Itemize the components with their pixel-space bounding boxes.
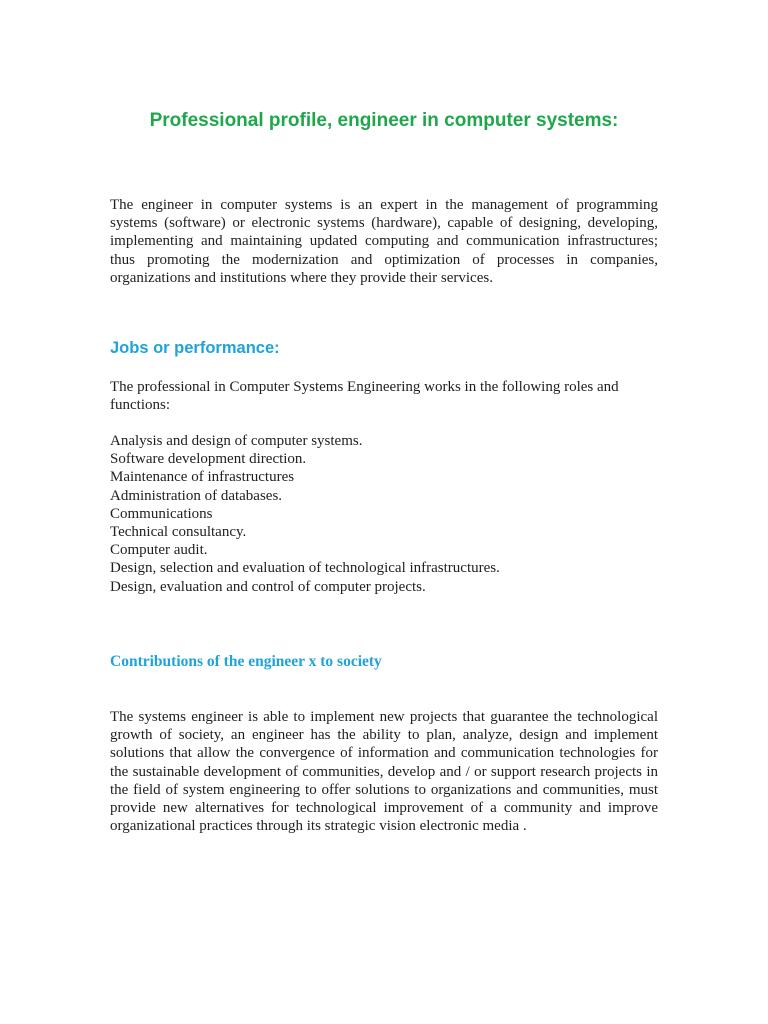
contributions-paragraph: The systems engineer is able to implement new projects that guarantee the technological growth of society, an engineer has the ability to plan, analyze, design and implement solutions that allow the convergence of information and communication technologies for the sustainable development of communities, develop and / or support research projects in the field of system engineering to offer solutions to organizations and communities, must provide new alternatives for technological improvement of a community and improve organizational practices through its strategic vision electronic media . [110,709,658,835]
intro-paragraph: The engineer in computer systems is an expert in the management of programming systems (software) or electronic systems (hardware), capable of designing, developing, implementing and maintaining updated computing and communication infrastructures; thus promoting the modernization and optimization of processes in companies, organizations and institutions where they provide their services. [110,197,658,286]
list-item: Design, selection and evaluation of technological infrastructures. [110,560,500,577]
jobs-intro-paragraph: The professional in Computer Systems Engineering works in the following roles and functions: [110,379,619,414]
roles-list [110,432,658,596]
list-item: Maintenance of infrastructures [110,469,295,486]
list-item: Analysis and design of computer systems. [110,433,363,449]
list-item: Software development direction. [110,451,307,468]
contributions-heading: Contributions of the engineer x to society [110,653,382,670]
list-item: Design, evaluation and control of computer projects. [110,578,426,595]
list-item: Administration of databases. [110,487,283,504]
list-item: Computer audit. [110,542,208,559]
list-item: Communications [110,505,213,522]
jobs-heading: Jobs or performance: [110,339,280,357]
page-title: Professional profile, engineer in computer systems: [149,110,619,131]
list-item: Technical consultancy. [110,524,247,541]
